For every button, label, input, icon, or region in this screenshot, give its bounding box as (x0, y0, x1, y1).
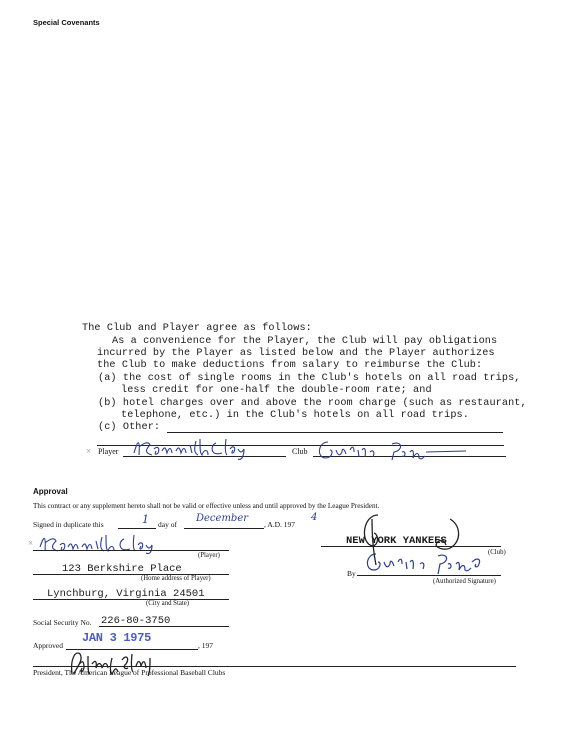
signed-prefix: Signed in duplicate this (33, 520, 104, 529)
player-caption: (Player) (198, 552, 220, 559)
month-value: December (196, 513, 249, 524)
ssn-line (99, 626, 229, 627)
city-value: Lynchburg, Virginia 24501 (47, 588, 205, 600)
city-line (33, 599, 229, 600)
covenant-line: incurred by the Player as listed below and the Player authorizes (97, 348, 495, 359)
address-value: 123 Berkshire Place (62, 563, 182, 575)
approval-player-signature (36, 531, 166, 555)
by-label: By (347, 569, 356, 578)
day-of-label: day of (158, 520, 177, 529)
x-mark-2: × (28, 538, 34, 548)
president-caption: President, The American League of Professional Baseball Clubs (33, 668, 226, 677)
club-label: Club (292, 447, 308, 456)
day-line (118, 528, 156, 529)
date-stamp: JAN 3 1975 (82, 631, 152, 645)
approval-text: This contract or any supplement hereto shall not be valid or effective unless and until approved by the League President. (33, 502, 380, 510)
city-caption: (City and State) (146, 600, 190, 607)
covenant-line: telephone, etc.) in the Club's hotels on all road trips. (121, 410, 469, 421)
covenant-line: the Club to make deductions from salary to reimburse the Club: (97, 360, 483, 371)
president-line (33, 666, 516, 667)
month-line (184, 528, 264, 529)
covenant-line: less credit for one-half the double-room rate; and (121, 385, 432, 396)
player-label: Player (98, 447, 119, 456)
covenant-line: As a convenience for the Player, the Club will pay obligations (112, 336, 498, 347)
approved-label: Approved (33, 641, 63, 650)
authorized-signature (362, 548, 512, 576)
ssn-label: Social Security No. (33, 618, 92, 627)
player-signature (130, 435, 255, 461)
ssn-value: 226-80-3750 (101, 615, 171, 627)
other-line (167, 432, 503, 433)
player-approval-line (33, 550, 229, 551)
covenant-line: (b) hotel charges over and above the room charge (such as restaurant, (98, 398, 527, 409)
club-caption: (Club) (488, 549, 506, 556)
approval-heading: Approval (33, 487, 68, 496)
other-label: (c) Other: (98, 422, 161, 433)
ad-prefix: , A.D. 197 (264, 520, 296, 529)
club-approval-line (321, 546, 501, 547)
club-signature (314, 438, 494, 462)
authorized-line (357, 575, 501, 576)
page-title: Special Covenants (33, 18, 100, 27)
covenant-line: (a) the cost of single rooms in the Club's hotels on all road trips, (98, 373, 521, 384)
approved-year-suffix: , 197 (198, 641, 213, 650)
covenant-line: The Club and Player agree as follows: (82, 323, 312, 334)
x-mark: × (86, 446, 92, 456)
day-value: 1 (142, 513, 149, 526)
year-digit: 4 (311, 512, 318, 523)
address-caption: (Home address of Player) (141, 575, 211, 582)
club-name: NEW YORK YANKEES (346, 535, 447, 547)
authorized-caption: (Authorized Signature) (433, 578, 496, 585)
